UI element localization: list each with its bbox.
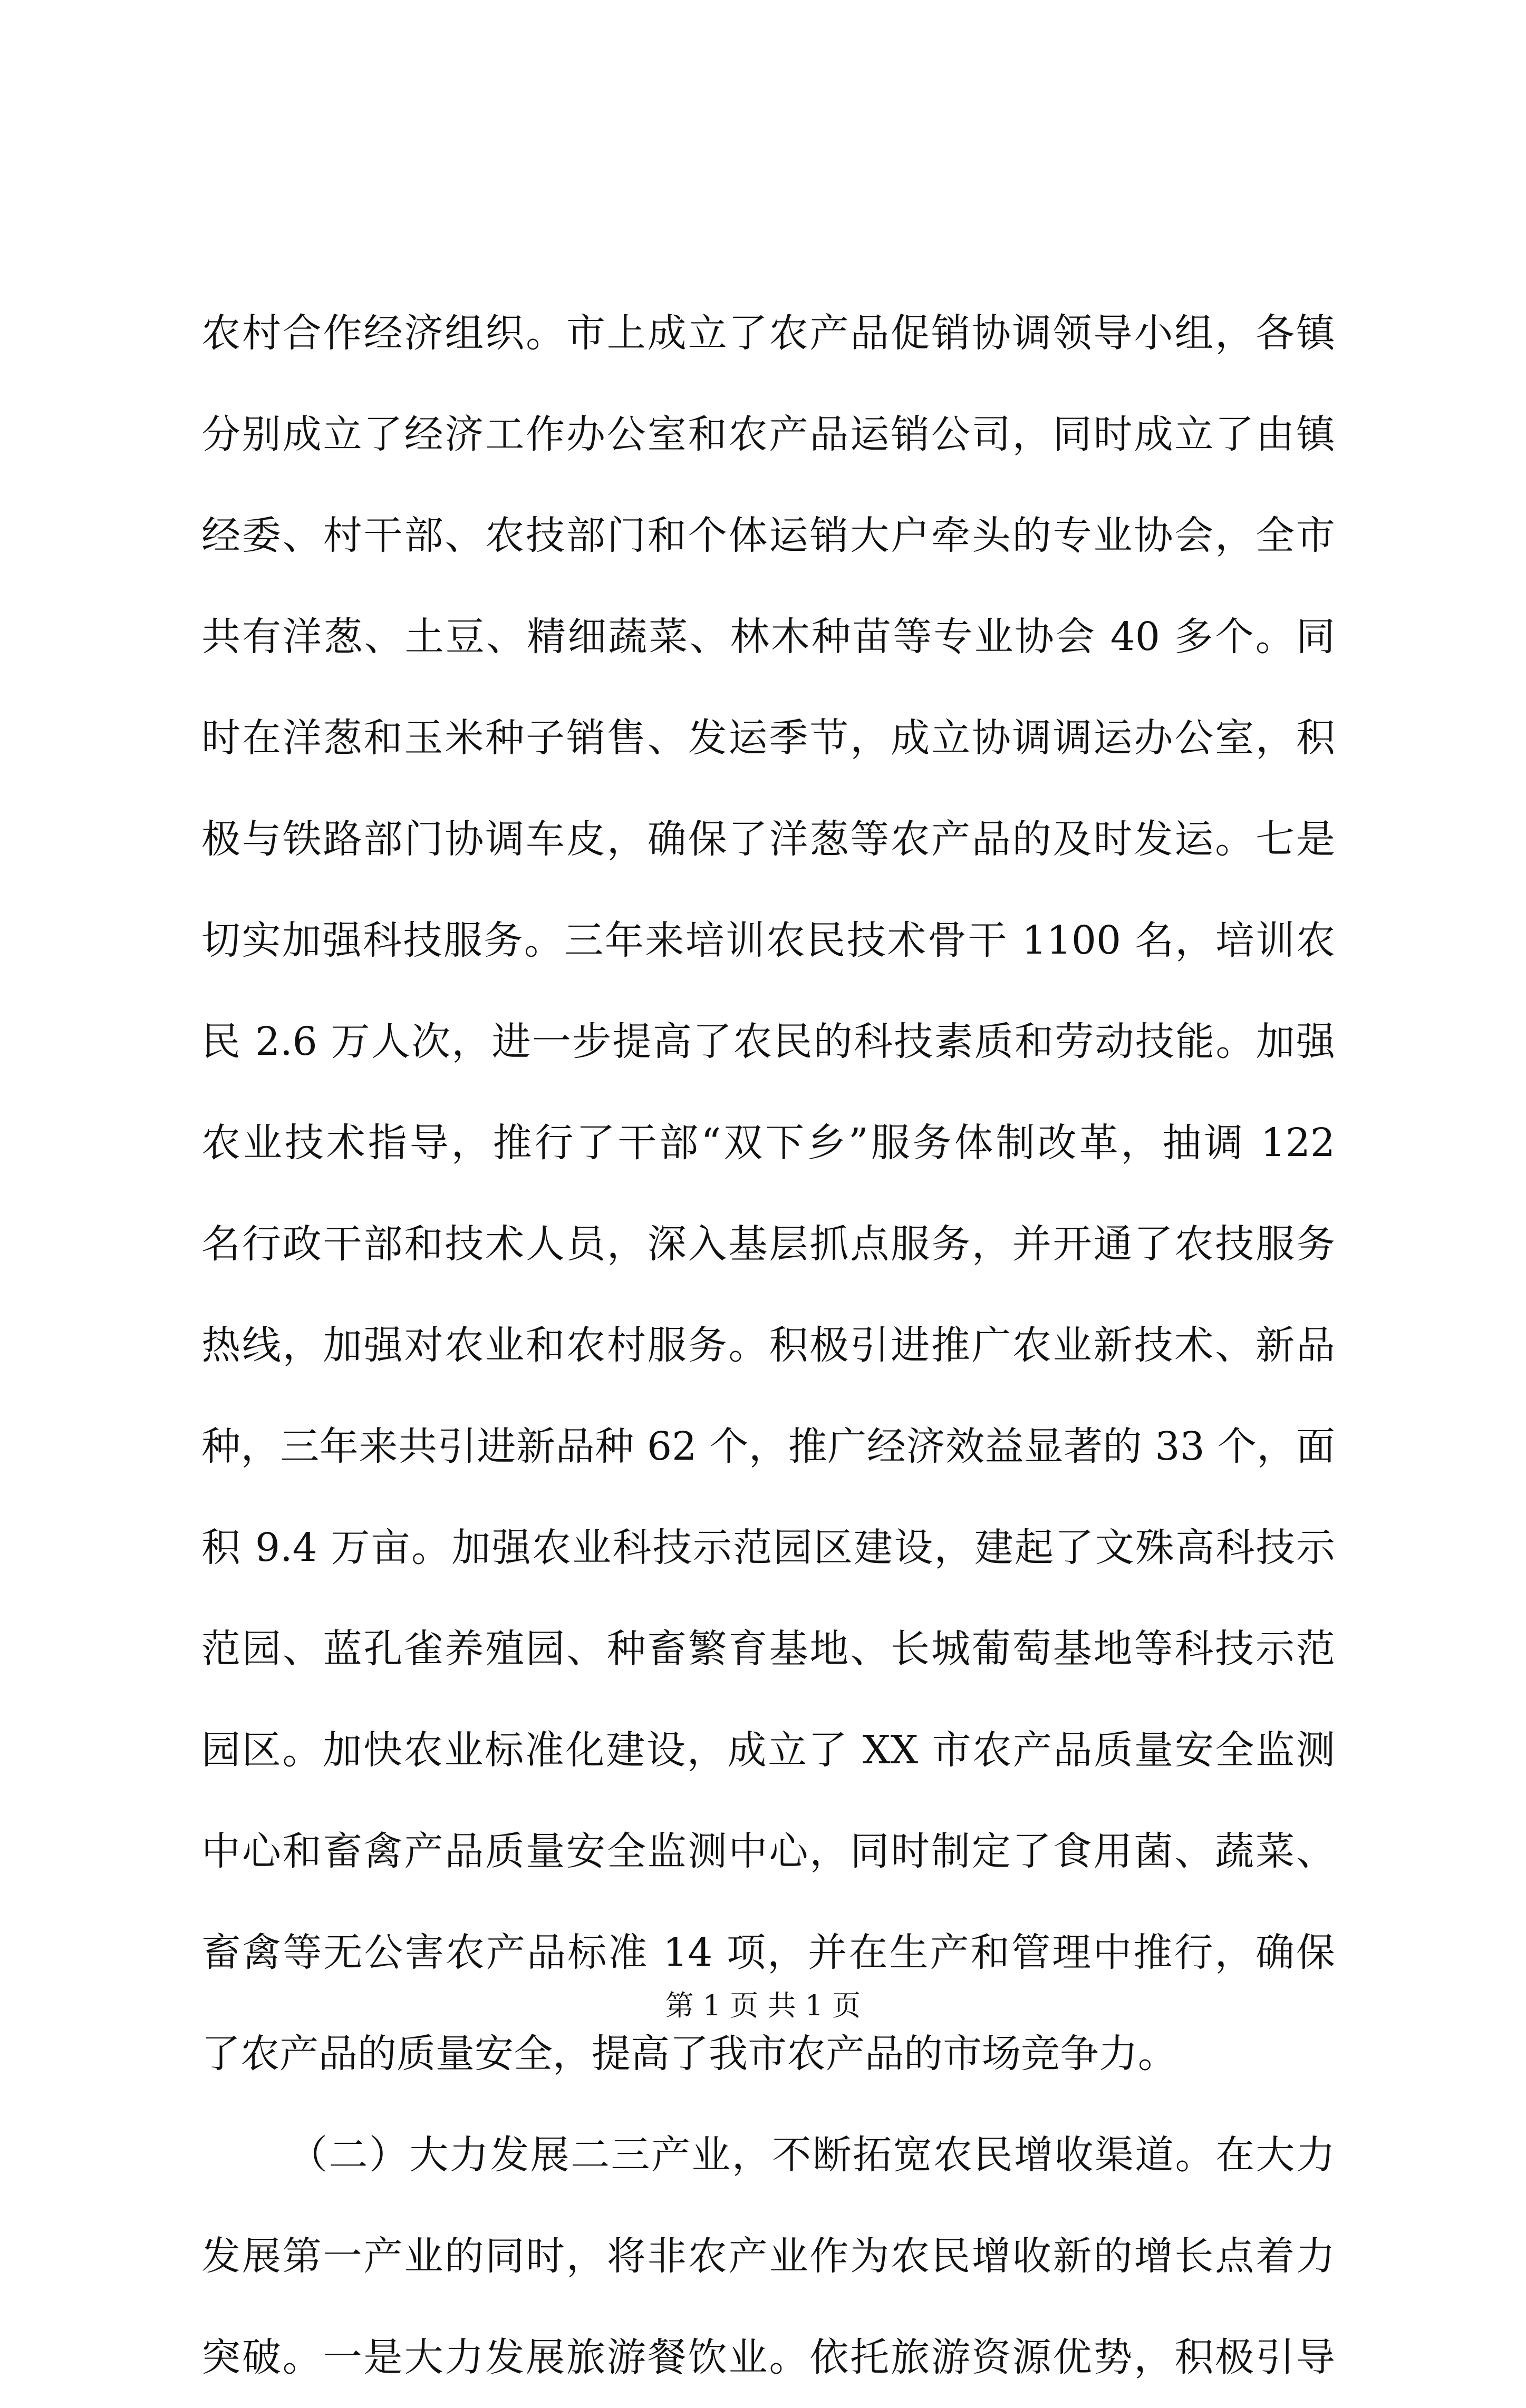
text-line: 农村合作经济组织。市上成立了农产品促销协调领导小组，各镇 [201,310,1335,356]
text-line: 突破。一是大力发展旅游餐饮业。依托旅游资源优势，积极引导 [201,2335,1335,2380]
text-line: 切实加强科技服务。三年来培训农民技术骨干 1100 名，培训农 [201,918,1335,963]
text-line: 范园、蓝孔雀养殖园、种畜繁育基地、长城葡萄基地等科技示范 [201,1626,1335,1672]
body-text [201,283,1335,2408]
text-line: 经委、村干部、农技部门和个体运销大户牵头的专业协会，全市 [201,513,1335,558]
text-line: 积 9.4 万亩。加强农业科技示范园区建设，建起了文殊高科技示 [201,1525,1335,1570]
text-line: 发展第一产业的同时，将非农产业作为农民增收新的增长点着力 [201,2234,1335,2279]
text-line: 种，三年来共引进新品种 62 个，推广经济效益显著的 33 个，面 [201,1424,1335,1469]
page-footer: 第 1 页 共 1 页 [665,1989,861,2022]
text-line: 畜禽等无公害农产品标准 14 项，并在生产和管理中推行，确保 [201,1930,1335,1975]
text-line: 极与铁路部门协调车皮，确保了洋葱等农产品的及时发运。七是 [201,817,1335,862]
text-line: 园区。加快农业标准化建设，成立了 XX 市农产品质量安全监测 [201,1727,1335,1773]
text-line: 热线，加强对农业和农村服务。积极引进推广农业新技术、新品 [201,1323,1335,1368]
text-line: 分别成立了经济工作办公室和农产品运销公司，同时成立了由镇 [201,412,1335,457]
text-line: 共有洋葱、土豆、精细蔬菜、林木种苗等专业协会 40 多个。同 [201,614,1335,659]
paragraph-start-line: （二）大力发展二三产业，不断拓宽农民增收渠道。在大力 [288,2132,1335,2178]
text-line: 农业技术指导，推行了干部“双下乡”服务体制改革，抽调 122 [201,1120,1335,1166]
text-line: 名行政干部和技术人员，深入基层抓点服务，并开通了农技服务 [201,1221,1335,1267]
text-line: 中心和畜禽产品质量安全监测中心，同时制定了食用菌、蔬菜、 [201,1829,1335,1874]
paragraph-end-line: 了农产品的质量安全，提高了我市农产品的市场竞争力。 [201,2031,1177,2076]
text-line: 民 2.6 万人次，进一步提高了农民的科技素质和劳动技能。加强 [201,1019,1335,1064]
text-line: 时在洋葱和玉米种子销售、发运季节，成立协调调运办公室，积 [201,715,1335,761]
